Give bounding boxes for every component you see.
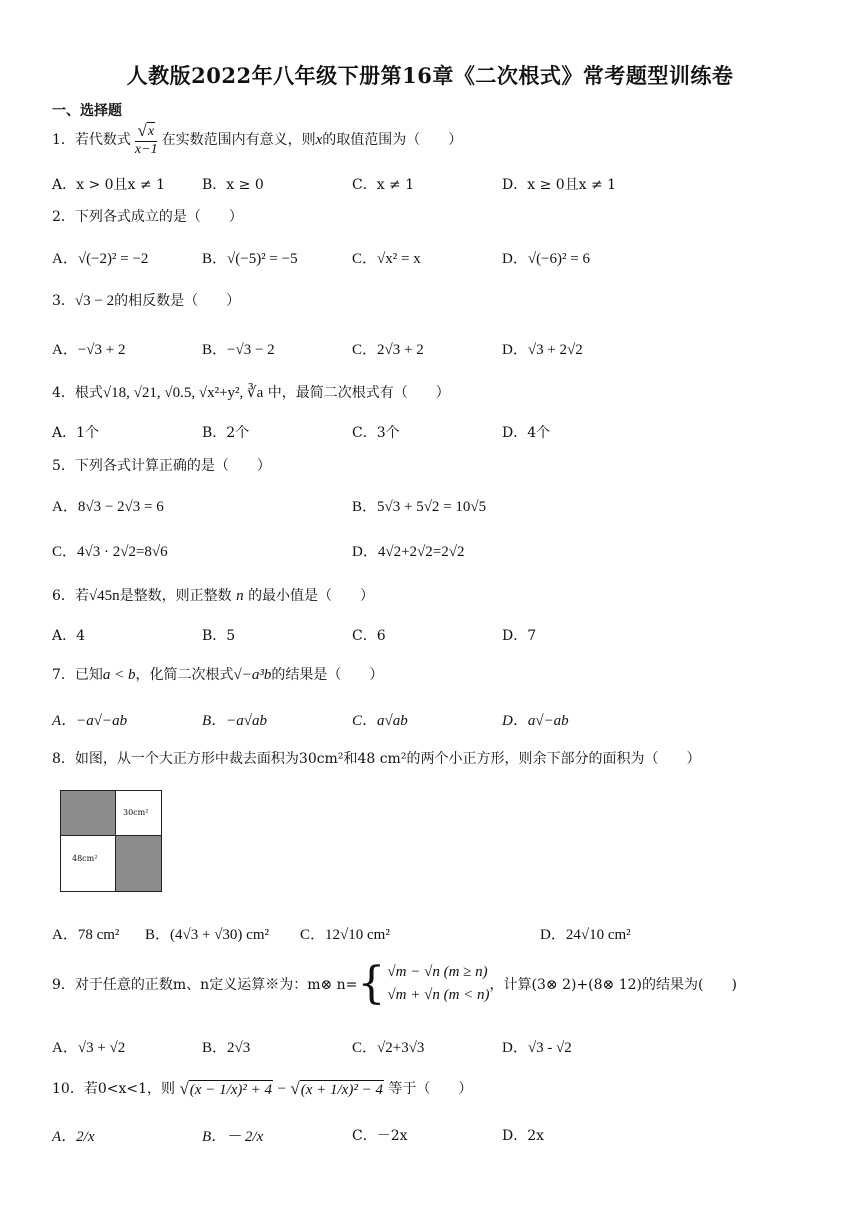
q1-var: x: [315, 132, 323, 148]
q3-option-b[interactable]: B．−√3 − 2: [202, 342, 275, 358]
q4-option-d[interactable]: D．4个: [502, 425, 551, 441]
question-5: 5．下列各式计算正确的是（ ）: [52, 458, 271, 474]
q10-option-b[interactable]: B．－ 2/x: [202, 1129, 264, 1145]
q5-option-d[interactable]: D．4√2+2√2=2√2: [352, 544, 465, 560]
q9-cases: { √m − √n (m ≥ n) √m + √n (m < n): [357, 958, 490, 1009]
q6-text2: 的最小值是（ ）: [248, 588, 375, 604]
q7-text2: 的结果是（ ）: [271, 667, 384, 683]
q9-case-1: √m − √n (m ≥ n): [387, 964, 488, 980]
q3-expr: √3 − 2: [74, 293, 115, 309]
section-heading: 一、选择题: [52, 103, 122, 119]
q3-lead: 3．: [52, 293, 75, 309]
q5-option-a[interactable]: A．8√3 − 2√3 = 6: [52, 499, 164, 515]
figure-square-48: [60, 835, 116, 892]
squares-figure: [60, 790, 162, 892]
figure-label-30: 30cm²: [123, 808, 149, 817]
q10-option-a[interactable]: A．2/x: [52, 1129, 95, 1145]
q1-option-b[interactable]: B．x ≥ 0: [202, 177, 264, 193]
question-9: [52, 958, 737, 1009]
figure-shaded-top-left: [60, 790, 116, 836]
q1-suffix: 在实数范围内有意义，则: [161, 132, 316, 148]
question-6: [52, 585, 374, 605]
q3-option-a[interactable]: A．−√3 + 2: [52, 342, 126, 358]
q2-option-c[interactable]: C．√x² = x: [352, 251, 421, 267]
q6-option-d[interactable]: D．7: [502, 628, 537, 644]
q6-var: n: [236, 588, 244, 604]
q4-option-c[interactable]: C．3个: [352, 425, 400, 441]
q10-lead: 10．若0<x<1，则: [52, 1081, 175, 1097]
q7-lead: 7．已知: [52, 667, 103, 683]
figure-shaded-bottom-right: [115, 835, 162, 892]
q4-option-a[interactable]: A．1个: [52, 425, 100, 441]
q1-option-a[interactable]: A．x > 0且x ≠ 1: [52, 177, 165, 193]
q9-option-d[interactable]: D．√3 - √2: [502, 1040, 572, 1056]
q6-option-b[interactable]: B．5: [202, 628, 236, 644]
q10-option-d[interactable]: D．2x: [502, 1128, 545, 1144]
q7-option-c[interactable]: C．a√ab: [352, 713, 408, 729]
figure-label-48: 48cm²: [72, 854, 98, 863]
q6-option-a[interactable]: A．4: [52, 628, 86, 644]
q5-option-c[interactable]: C．4√3 · 2√2=8√6: [52, 544, 168, 560]
q9-text: ，计算(3⊗ 2)+(8⊗ 12)的结果为( ): [489, 977, 737, 993]
q10-option-c[interactable]: C．－2x: [352, 1128, 408, 1144]
page-title: 人教版2022年八年级下册第16章《二次根式》常考题型训练卷: [126, 63, 734, 88]
question-2: 2．下列各式成立的是（ ）: [52, 209, 243, 225]
q7-cond: a < b: [102, 667, 136, 683]
question-8: 8．如图，从一个大正方形中裁去面积为30cm²和48 cm²的两个小正方形，则余下部分的面积为（ ）: [52, 751, 701, 767]
q10-root-2: √ (x + 1/x)² − 4: [290, 1078, 383, 1098]
q6-lead: 6．若: [52, 588, 89, 604]
q8-option-d[interactable]: D．24√10 cm²: [540, 927, 631, 943]
q10-root-1: √ (x − 1/x)² + 4: [179, 1078, 273, 1098]
q8-option-b[interactable]: B．(4√3 + √30) cm²: [145, 927, 269, 943]
q4-expr: √18, √21, √0.5, √x²+y², ∛a: [102, 385, 264, 401]
q1-suffix2: 的取值范围为（ ）: [322, 132, 463, 148]
q1-option-c[interactable]: C．x ≠ 1: [352, 177, 415, 193]
question-3: [52, 290, 240, 310]
q9-lead: 9．对于任意的正数m、n定义运算※为：m⊗ n=: [52, 977, 358, 993]
question-4: [52, 382, 450, 402]
q10-text: 等于（ ）: [388, 1081, 473, 1097]
q6-expr: √45n: [88, 588, 120, 604]
q3-option-c[interactable]: C．2√3 + 2: [352, 342, 424, 358]
q2-option-d[interactable]: D．√(−6)² = 6: [502, 251, 590, 267]
question-10: 10．若0<x<1，则 √ (x − 1/x)² + 4 − √ (x + 1/x)² − 4 等于（ ）: [52, 1078, 473, 1098]
q3-text: 的相反数是（ ）: [114, 293, 241, 309]
q9-option-c[interactable]: C．√2+3√3: [352, 1040, 425, 1056]
q8-option-c[interactable]: C．12√10 cm²: [300, 927, 390, 943]
q3-option-d[interactable]: D．√3 + 2√2: [502, 342, 583, 358]
q5-option-b[interactable]: B．5√3 + 5√2 = 10√5: [352, 499, 487, 515]
q9-case-2: √m + √n (m < n): [387, 987, 490, 1003]
q7-option-d[interactable]: D．a√−ab: [502, 713, 569, 729]
q6-text: 是整数，则正整数: [119, 588, 232, 604]
q2-option-b[interactable]: B．√(−5)² = −5: [202, 251, 298, 267]
question-1: [52, 122, 462, 158]
q1-fraction: √ x x−1: [134, 121, 158, 157]
q7-option-a[interactable]: A．−a√−ab: [52, 713, 128, 729]
q1-prefix: 1．若代数式: [52, 132, 131, 148]
q1-option-d[interactable]: D．x ≥ 0且x ≠ 1: [502, 177, 617, 193]
q4-lead: 4．根式: [52, 385, 103, 401]
question-7: [52, 664, 383, 684]
q8-option-a[interactable]: A．78 cm²: [52, 927, 120, 943]
q6-option-c[interactable]: C．6: [352, 628, 386, 644]
q4-text: 中，最简二次根式有（ ）: [267, 385, 450, 401]
q2-option-a[interactable]: A．√(−2)² = −2: [52, 251, 149, 267]
q7-expr: √−a³b: [233, 667, 272, 683]
q7-option-b[interactable]: B．−a√ab: [202, 713, 268, 729]
q9-option-a[interactable]: A．√3 + √2: [52, 1040, 126, 1056]
q7-text: ，化简二次根式: [135, 667, 234, 683]
q9-option-b[interactable]: B．2√3: [202, 1040, 251, 1056]
q4-option-b[interactable]: B．2个: [202, 425, 250, 441]
